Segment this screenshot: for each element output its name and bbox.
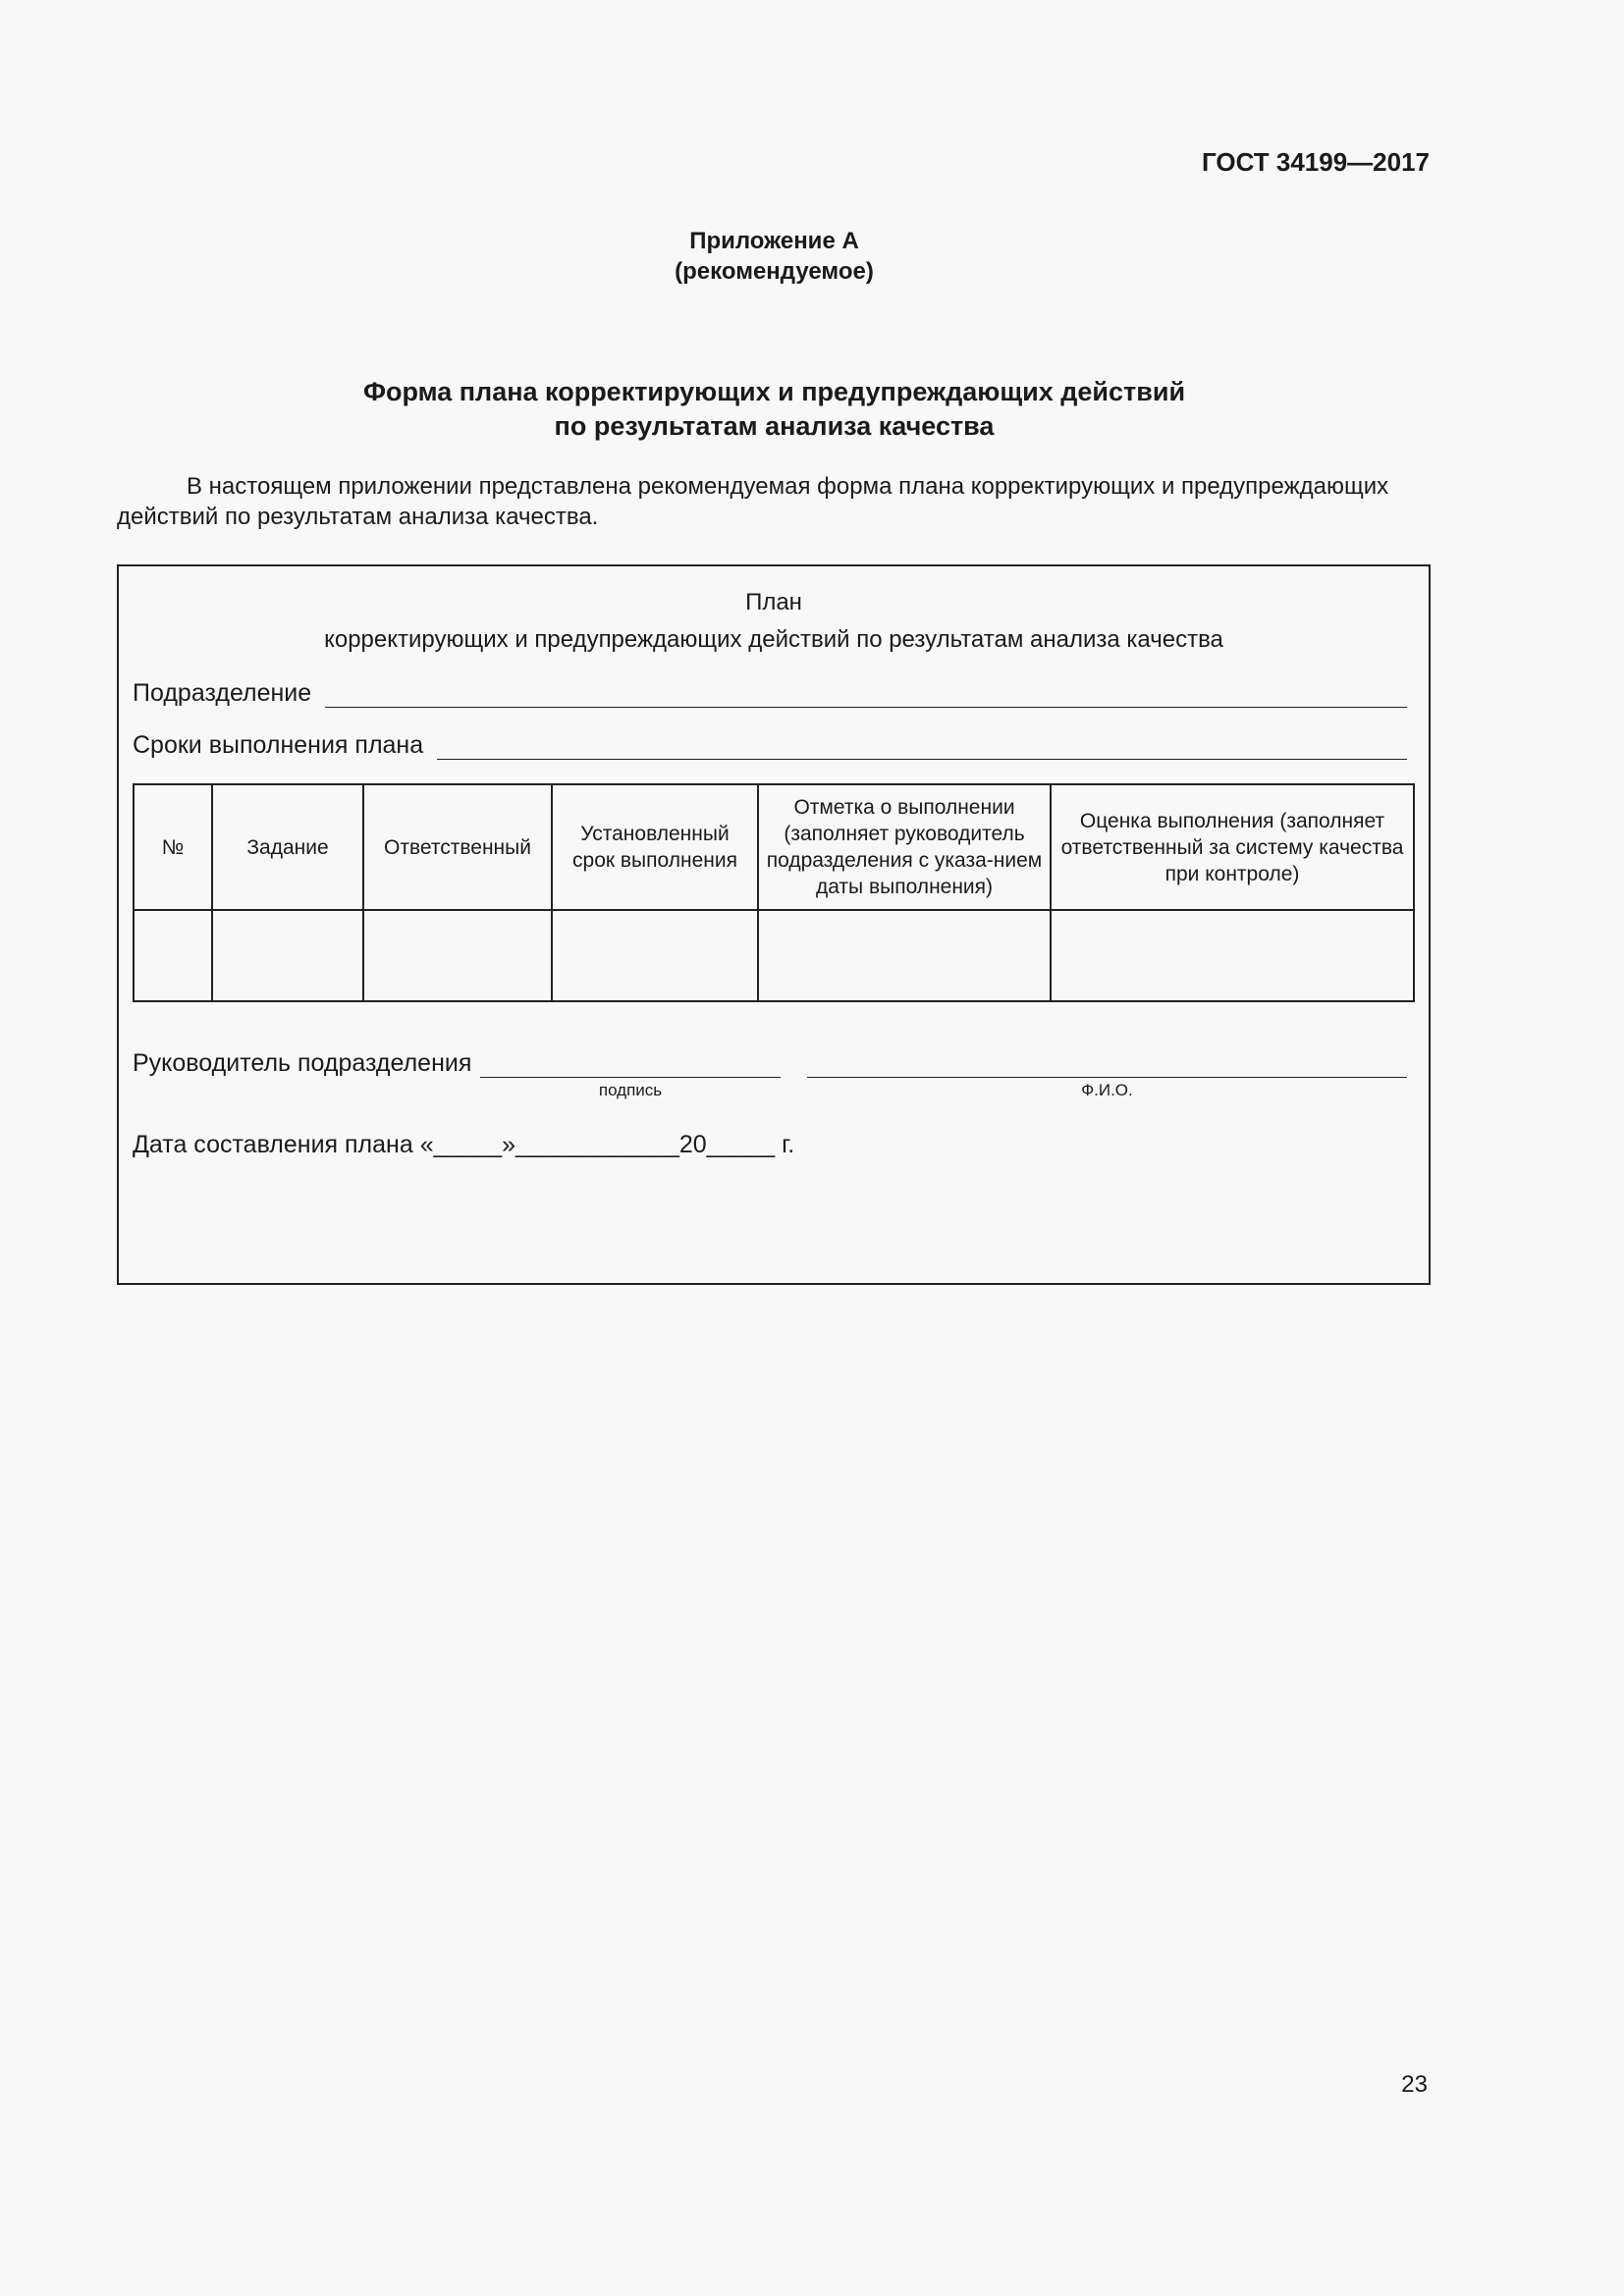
department-field bbox=[133, 679, 1407, 708]
column-header-evaluation: Оценка выполнения (заполняет ответственный за систему качества при контроле) bbox=[1051, 784, 1414, 910]
plan-date-line: Дата составления плана «_____»____________20_____ г. bbox=[133, 1131, 795, 1158]
table-header-row bbox=[134, 784, 1414, 910]
appendix-heading bbox=[0, 226, 1548, 287]
table-cell[interactable] bbox=[552, 910, 758, 1001]
appendix-status: (рекомендуемое) bbox=[675, 258, 874, 285]
full-name-line[interactable] bbox=[807, 1077, 1407, 1078]
appendix-label: Приложение А bbox=[689, 228, 859, 254]
plan-heading bbox=[119, 584, 1429, 659]
column-header-responsible: Ответственный bbox=[363, 784, 552, 910]
table-cell[interactable] bbox=[1051, 910, 1414, 1001]
plan-table bbox=[133, 783, 1415, 1002]
table-cell[interactable] bbox=[134, 910, 212, 1001]
deadline-field bbox=[133, 731, 1407, 760]
column-header-task: Задание bbox=[212, 784, 363, 910]
column-header-deadline: Установленный срок выполнения bbox=[552, 784, 758, 910]
department-input-line[interactable] bbox=[325, 683, 1407, 708]
signature-caption: подпись bbox=[598, 1081, 663, 1099]
full-name-caption: Ф.И.О. bbox=[1081, 1081, 1133, 1099]
department-label: Подразделение bbox=[133, 679, 312, 707]
deadline-label: Сроки выполнения плана bbox=[133, 731, 424, 759]
signature-line[interactable] bbox=[480, 1077, 781, 1078]
page-number: 23 bbox=[1401, 2071, 1428, 2098]
table-row bbox=[134, 910, 1414, 1001]
plan-heading-line-2: корректирующих и предупреждающих действий по результатам анализа качества bbox=[324, 626, 1223, 653]
department-head-label: Руководитель подразделения bbox=[133, 1049, 472, 1077]
title-line-1: Форма плана корректирующих и предупреждающих действий bbox=[362, 377, 1186, 406]
plan-form bbox=[117, 564, 1431, 1285]
document-title bbox=[0, 375, 1548, 444]
table-cell[interactable] bbox=[212, 910, 363, 1001]
deadline-input-line[interactable] bbox=[437, 735, 1407, 760]
table-cell[interactable] bbox=[758, 910, 1051, 1001]
standard-code: ГОСТ 34199—2017 bbox=[1202, 147, 1430, 177]
intro-paragraph: В настоящем приложении представлена рекомендуемая форма плана корректирующих и предупреждающих действий по результатам анализа качества. bbox=[117, 473, 1389, 530]
plan-heading-line-1: План bbox=[745, 589, 802, 615]
table-cell[interactable] bbox=[363, 910, 552, 1001]
title-line-2: по результатам анализа качества bbox=[554, 411, 995, 441]
column-header-completion-mark: Отметка о выполнении (заполняет руководитель подразделения с указа-нием даты выполнения) bbox=[758, 784, 1051, 910]
column-header-number: № bbox=[134, 784, 212, 910]
